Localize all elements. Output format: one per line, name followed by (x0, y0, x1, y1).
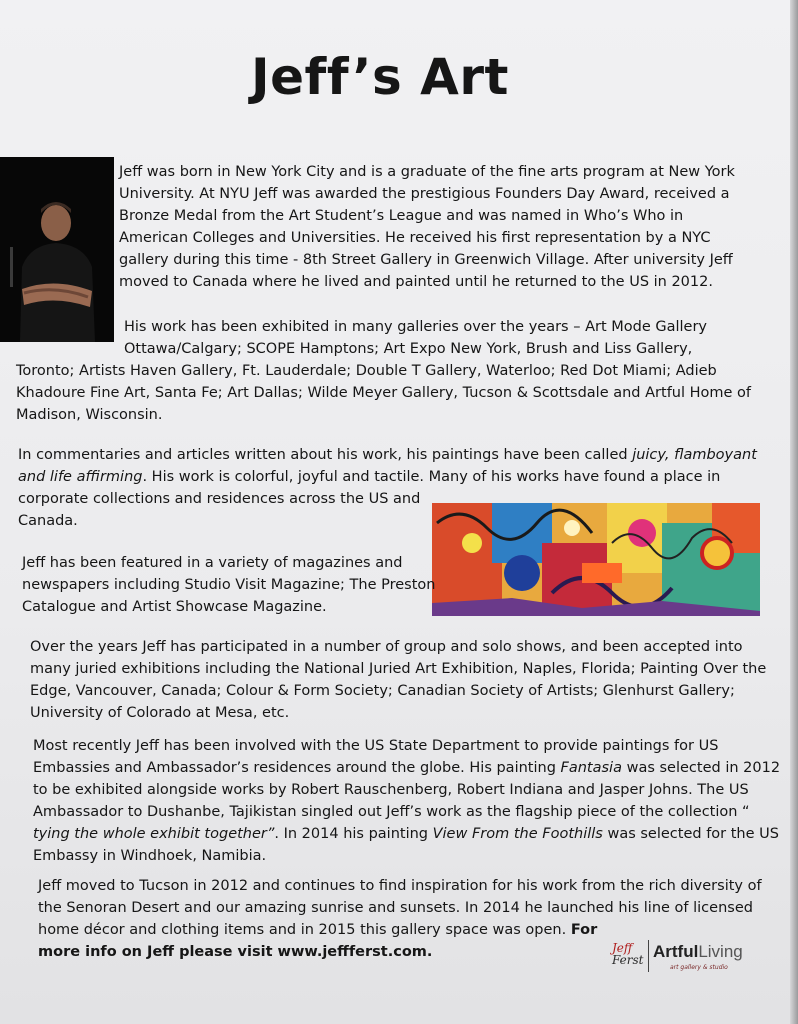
bio-paragraph-1 (119, 161, 735, 293)
text-line: newspapers including Studio Visit Magazine; The Preston (22, 577, 436, 593)
text-line: Most recently Jeff has been involved with the US State Department to provide paintings for US (33, 738, 719, 754)
text-line: to be exhibited alongside works by Robert Rauschenberg, Robert Indiana and Jasper Johns. The US (33, 782, 749, 798)
text-line: Bronze Medal from the Art Student’s League and was named in Who’s Who in (119, 208, 684, 224)
text-line: Ambassador to Dushanbe, Tajikistan singled out Jeff’s work as the flagship piece of the collection “ (33, 804, 750, 820)
artful-living-logo (612, 938, 762, 978)
text-line: and life affirming. His work is colorful, joyful and tactile. Many of his works have found a place in (18, 469, 721, 485)
text-line: gallery during this time - 8th Street Gallery in Greenwich Village. After university Jeff (119, 252, 733, 268)
logo-tagline: art gallery & studio (670, 964, 728, 971)
text-line: In commentaries and articles written about his work, his paintings have been called juicy, flamboyant (18, 447, 757, 463)
artist-portrait-photo (0, 157, 114, 342)
text-line: Catalogue and Artist Showcase Magazine. (22, 599, 327, 615)
text-line: many juried exhibitions including the National Juried Art Exhibition, Naples, Florida; Painting Over the (30, 661, 767, 677)
exhibitions-history-paragraph (30, 636, 766, 724)
text-line: Jeff was born in New York City and is a graduate of the fine arts program at New York (119, 164, 735, 180)
painting-image (432, 503, 760, 616)
text-line: corporate collections and residences across the US and (18, 491, 421, 507)
text-line: the Senoran Desert and our amazing sunrise and sunsets. In 2014 he launched his line of licensed (38, 900, 753, 916)
text-line: Khadoure Fine Art, Santa Fe; Art Dallas; Wilde Meyer Gallery, Tucson & Scottsdale and Artful Home of (16, 385, 752, 401)
exhibitions-paragraph (16, 316, 751, 426)
jeff-ferst-signature-mark: Jeff Ferst (612, 941, 644, 967)
magazines-paragraph (22, 552, 435, 618)
text-line: Toronto; Artists Haven Gallery, Ft. Lauderdale; Double T Gallery, Waterloo; Red Dot Miami; Adieb (16, 363, 717, 379)
text-line: tying the whole exhibit together”. In 2014 his painting View From the Foothills was selected for the US (33, 826, 779, 842)
text-line: Embassies and Ambassador’s residences around the globe. His painting Fantasia was selected in 2012 (33, 760, 781, 776)
text-line: Jeff has been featured in a variety of magazines and (22, 555, 403, 571)
text-line: University of Colorado at Mesa, etc. (30, 705, 290, 721)
page-title: Jeff’s Art (251, 48, 509, 106)
text-line: American Colleges and Universities. He received his first representation by a NYC (119, 230, 711, 246)
logo-divider (648, 940, 649, 972)
text-line: Jeff moved to Tucson in 2012 and continues to find inspiration for his work from the rich diversity of (38, 878, 762, 894)
text-line: Canada. (18, 513, 78, 529)
text-line: University. At NYU Jeff was awarded the prestigious Founders Day Award, received a (119, 186, 730, 202)
text-line: His work has been exhibited in many galleries over the years – Art Mode Gallery (124, 319, 708, 335)
website-reference: more info on Jeff please visit www.jeffferst.com. (38, 944, 433, 960)
text-line: Embassy in Windhoek, Namibia. (33, 848, 267, 864)
text-line: moved to Canada where he lived and painted until he returned to the US in 2012. (119, 274, 713, 290)
board-edge (790, 0, 798, 1024)
logo-wordmark: ArtfulLiving (653, 942, 743, 961)
text-line: home décor and clothing items and in 2015 this gallery space was open. For (38, 922, 598, 938)
state-department-paragraph (33, 735, 780, 867)
text-line: Ottawa/Calgary; SCOPE Hamptons; Art Expo New York, Brush and Liss Gallery, (124, 341, 693, 357)
text-line: Edge, Vancouver, Canada; Colour & Form Society; Canadian Society of Artists; Glenhurst Gallery; (30, 683, 735, 699)
text-line: Over the years Jeff has participated in a number of group and solo shows, and been accepted into (30, 639, 743, 655)
text-line: Madison, Wisconsin. (16, 407, 163, 423)
